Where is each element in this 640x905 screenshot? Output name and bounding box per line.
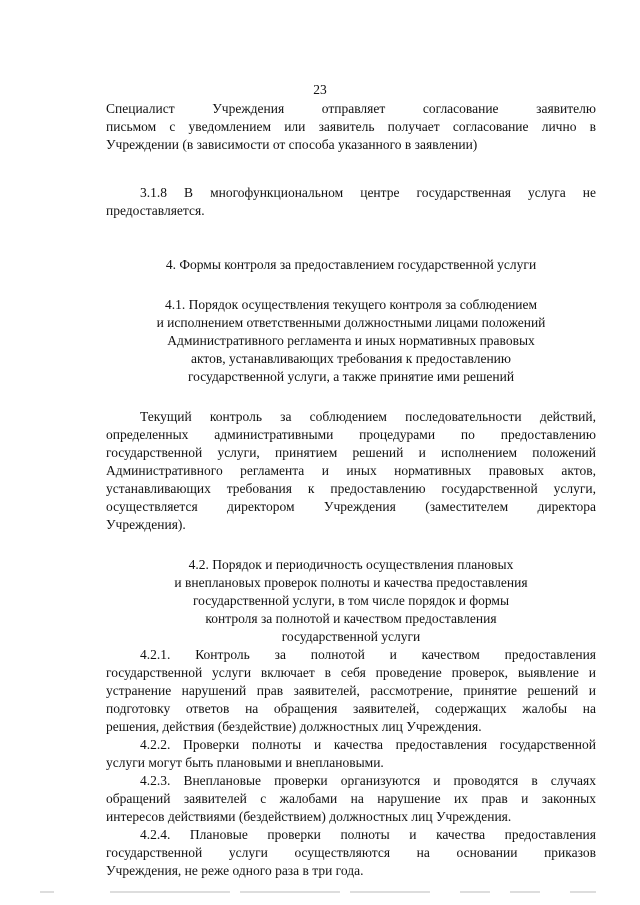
heading-line: государственной услуги, в том числе порядок и формы: [192, 593, 510, 608]
heading-line: 4.1. Порядок осуществления текущего контроля за соблюдением: [164, 297, 538, 312]
text-line: устанавливающих требования к предоставлению государственной услуги,: [106, 481, 596, 496]
text-line: Учреждения).: [106, 517, 186, 532]
text-line: 4.2.1. Контроль за полнотой и качеством предоставления: [140, 647, 596, 662]
section-4-2-title: [106, 556, 596, 646]
text-line: 3.1.8 В многофункциональном центре государственная услуга не: [140, 185, 596, 200]
paragraph-4-1: [106, 408, 596, 534]
section-4-1-title: [106, 296, 596, 386]
text-line: Учреждения, не реже одного раза в три года.: [106, 863, 364, 878]
document-body: [106, 100, 596, 880]
text-line: государственной услуги, принятием решений и исполнением положений: [106, 445, 596, 460]
paragraph-4-2-3: [106, 772, 596, 826]
text-line: 4.2.2. Проверки полноты и качества предоставления государственной: [140, 737, 596, 752]
heading-line: и внеплановых проверок полноты и качества предоставления: [174, 575, 528, 590]
text-line: 4.2.4. Плановые проверки полноты и качества предоставления: [140, 827, 596, 842]
text-line: Специалист Учреждения отправляет согласование заявителю: [106, 101, 596, 116]
heading-line: Административного регламента и иных нормативных правовых: [167, 333, 535, 348]
heading-line: актов, устанавливающих требования к предоставлению: [191, 351, 511, 366]
text-line: государственной услуги включает в себя проведение проверок, выявление и: [106, 665, 596, 680]
text-line: государственной услуги осуществляются на основании приказов: [106, 845, 596, 860]
paragraph-3-1-8: [106, 184, 596, 220]
text-line: 4.2.3. Внеплановые проверки организуются и проводятся в случаях: [140, 773, 596, 788]
paragraph-specialist: [106, 100, 596, 154]
text-line: осуществляется директором Учреждения (заместителем директора: [106, 499, 596, 514]
text-line: интересов действиями (бездействием) должностных лиц Учреждения.: [106, 809, 512, 824]
text-line: услуги могут быть плановыми и внеплановыми.: [106, 755, 384, 770]
text-line: устранение нарушений прав заявителей, рассмотрение, принятие решений и: [106, 683, 596, 698]
text-line: подготовку ответов на обращения заявителей, содержащих жалобы на: [106, 701, 596, 716]
heading-line: и исполнением ответственными должностными лицами положений: [156, 315, 546, 330]
scan-artifact-lines: [40, 886, 600, 898]
text-line: Текущий контроль за соблюдением последовательности действий,: [140, 409, 596, 424]
paragraph-4-2-1: [106, 646, 596, 736]
text-line: Административного регламента и иных нормативных правовых актов,: [106, 463, 596, 478]
text-line: определенных административными процедурами по предоставлению: [106, 427, 596, 442]
heading-line: государственной услуги, а также принятие ими решений: [187, 369, 515, 384]
heading-line: государственной услуги: [281, 629, 421, 644]
text-line: обращений заявителей с жалобами на нарушение их прав и законных: [106, 791, 596, 806]
text-line: решения, действия (бездействие) должностных лиц Учреждения.: [106, 719, 482, 734]
text-line: письмом с уведомлением или заявитель получает согласование лично в: [106, 119, 596, 134]
heading-line: 4.2. Порядок и периодичность осуществления плановых: [188, 557, 514, 572]
text-line: Учреждении (в зависимости от способа указанного в заявлении): [106, 137, 478, 152]
section-4-title: 4. Формы контроля за предоставлением государственной услуги: [165, 257, 537, 272]
heading-line: контроля за полнотой и качеством предоставления: [205, 611, 497, 626]
page-number: 23: [313, 82, 327, 97]
text-line: предоставляется.: [106, 203, 205, 218]
paragraph-4-2-2: [106, 736, 596, 772]
paragraph-4-2-4: [106, 826, 596, 880]
